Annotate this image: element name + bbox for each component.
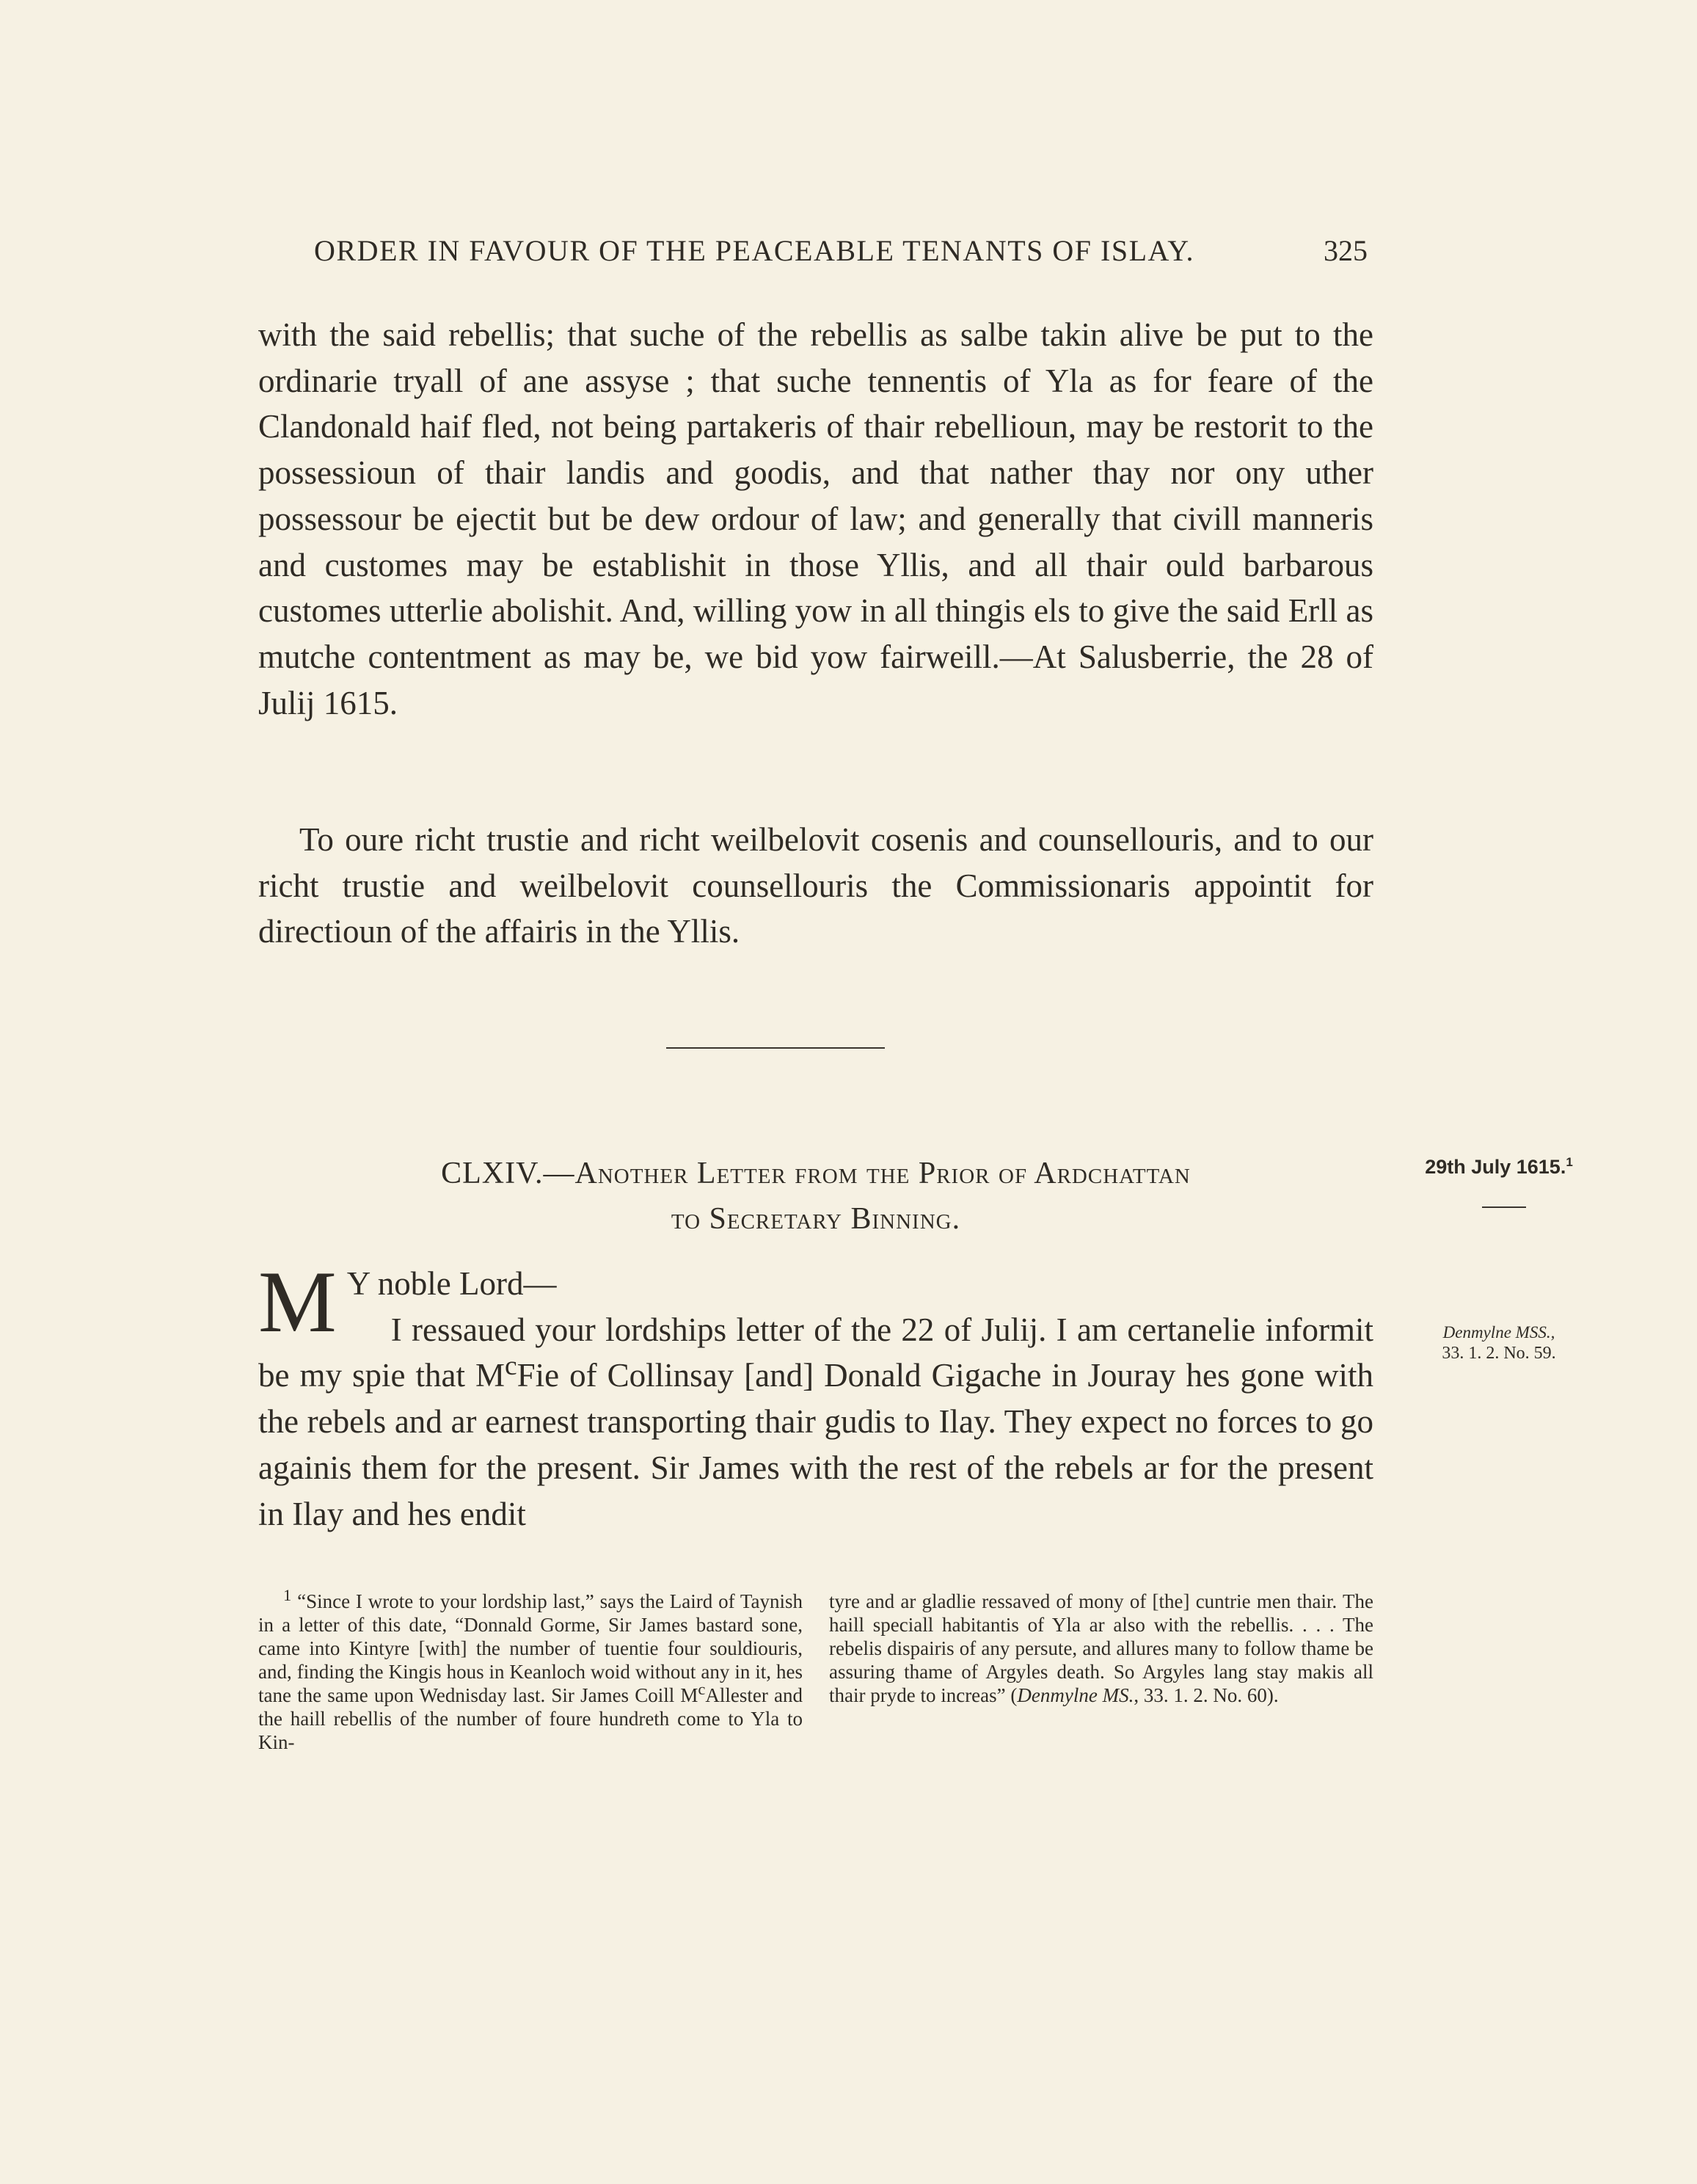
letter-paragraph [258, 1307, 1373, 1537]
letter-salutation: Y noble Lord— [346, 1265, 557, 1302]
letter-number: CLXIV.— [441, 1157, 575, 1190]
footnote-text-right [829, 1590, 1373, 1707]
footnotes [258, 1586, 1373, 1754]
footnote-number: 1 [283, 1586, 292, 1604]
sidenote-source [1407, 1322, 1591, 1364]
footnote-text-left [258, 1586, 803, 1754]
footnote-right-part-1: tyre and ar gladlie ressaved of mony of [the] cuntrie men thair. The haill speciall habitantis of Yla ar also with the rebellis. . . . The rebelis dispairis of any persute, and allures many to follow thame be assuring thame of Argyles death. So Argyles lang stay makis all thair pryde to increas” ( [829, 1590, 1373, 1706]
letter-heading [258, 1151, 1373, 1242]
running-head [314, 233, 1368, 268]
continued-paragraph: with the said rebellis; that suche of the rebellis as salbe takin alive be put to the ordinarie tryall of ane assyse ; that suche tennentis of Yla as for feare of the Clandonald haif fled, not being partakeris of thair rebellioun, may be restorit to the possessioun of thair landis and goodis, and that nather thay nor ony uther possessour be ejectit but be dew ordour of law; and generally that civill manneris and customes may be establishit in those Yllis, and all thair ould barbarous customes utterlie abolishit. And, willing yow in all thingis els to give the said Erll as mutche contentment as may be, we bid yow fairweill.—At Salusberrie, the 28 of Julij 1615. [258, 316, 1373, 721]
sidenote-date [1407, 1156, 1591, 1179]
sidenote-date-text: 29th July 1615. [1425, 1156, 1566, 1178]
footnote-marker: 1 [1566, 1155, 1573, 1169]
continued-letter-text [258, 312, 1373, 726]
letter-title-line-1: Another Letter from the Prior of Ardchattan [574, 1157, 1191, 1190]
footnote-column-left [258, 1586, 803, 1754]
page-number: 325 [1324, 234, 1368, 267]
letter-title-line-2: to Secretary Binning. [671, 1202, 961, 1236]
sidenote-divider [1482, 1206, 1526, 1208]
letter-text-part-2: Fie of Collinsay [and] Donald Gigache in Jouray hes gone with the rebels and ar earnest transporting thair gudis to Ilay. They expect no forces to go againis them for the present. Sir James with the rest of the rebels ar for the present in Ilay and hes endit [258, 1357, 1373, 1532]
footnote-superscript-c: c [698, 1680, 706, 1698]
footnote-left-part-2: Allester and the haill rebellis of the number of foure hundreth come to Yla to Kin- [258, 1684, 803, 1753]
section-divider [666, 1047, 885, 1049]
letter-address: To oure richt trustie and richt weilbelovit cosenis and counsellouris, and to our richt trustie and weilbelovit counsellouris the Commissionaris appointit for directioun of the affairis in the Yllis. [258, 821, 1373, 950]
superscript-c: c [505, 1351, 517, 1382]
running-head-title: ORDER IN FAVOUR OF THE PEACEABLE TENANTS OF ISLAY. [314, 234, 1194, 267]
drop-cap: M [258, 1253, 337, 1350]
letter-body [258, 1253, 1373, 1537]
footnote-column-right [829, 1590, 1373, 1754]
footnote-left-part-1: “Since I wrote to your lordship last,” says the Laird of Taynish in a letter of this date, “Donnald Gorme, Sir James bastard sone, came into Kintyre [with] the number of tuentie four souldiouris, and, finding the Kingis hous in Keanloch woid without any in it, hes tane the same upon Wednisday last. Sir James Coill M [258, 1590, 803, 1706]
footnote-source-title: Denmylne MS. [1017, 1684, 1134, 1706]
letter-heading-line-1 [258, 1151, 1373, 1196]
letter-text-part-1: I ressaued your lordships letter of the 22 of Julij. I am certanelie informit be my spie that M [258, 1311, 1373, 1394]
letter-address-block [258, 817, 1373, 955]
sidenote-source-ref: 33. 1. 2. No. 59. [1442, 1344, 1556, 1363]
sidenote-source-title: Denmylne MSS., [1442, 1323, 1555, 1342]
footnote-right-part-2: , 33. 1. 2. No. 60). [1134, 1684, 1279, 1706]
